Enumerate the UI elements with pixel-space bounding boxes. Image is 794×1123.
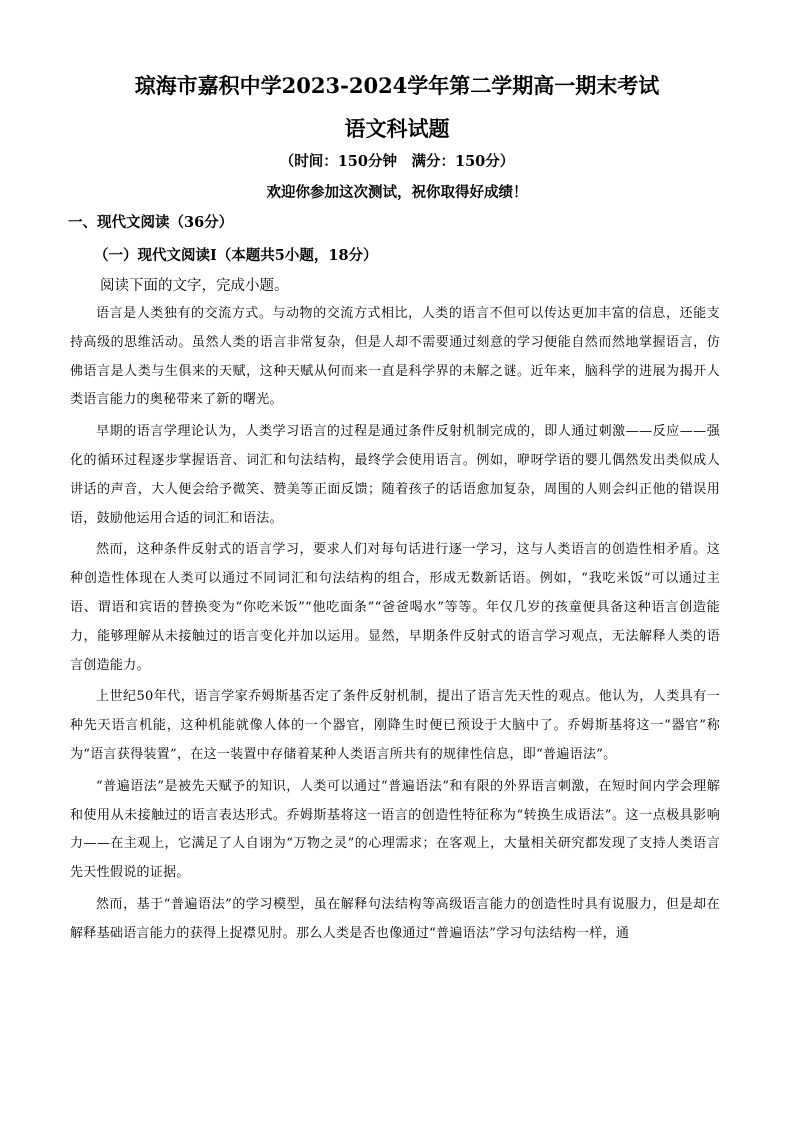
sub-section-heading: （一）现代文阅读Ⅰ（本题共5小题，18分） [94, 247, 378, 264]
exam-title: 琼海市嘉积中学2023-2024学年第二学期高一期末考试 [134, 73, 660, 98]
passage-paragraph-6: 然而，基于“普遍语法”的学习模型，虽在解释句法结构等高级语言能力的创造性时具有说服力，但是却在解释基础语言能力的获得上捉襟见肘。那么人类是否也像通过“普遍语法”学习句法结构一样，通 [70, 896, 720, 941]
subject-title: 语文科试题 [344, 116, 450, 141]
reading-passage [70, 300, 720, 949]
time-info: （时间：150分钟 满分：150分） [279, 153, 515, 170]
passage-paragraph-2: 早期的语言学理论认为，人类学习语言的过程是通过条件反射机制完成的，即人通过刺激——反应——强化的循环过程逐步掌握语音、词汇和句法结构，最终学会使用语言。例如，咿呀学语的婴儿偶然发出类似成人讲话的声音，大人便会给予微笑、赞美等正面反馈；随着孩子的话语愈加复杂，周围的人则会纠正他的错误用语，鼓励他运用合适的词汇和语法。 [70, 424, 720, 526]
passage-paragraph-5: “普遍语法”是被先天赋予的知识，人类可以通过“普遍语法”和有限的外界语言刺激，在短时间内学会理解和使用从未接触过的语言表达形式。乔姆斯基将这一语言的创造性特征称为“转换生成语法”。这一点极具影响力——在主观上，它满足了人自诩为“万物之灵”的心理需求；在客观上，大量相关研究都发现了支持人类语言先天性假说的证据。 [70, 778, 720, 881]
passage-paragraph-4: 上世纪50年代，语言学家乔姆斯基否定了条件反射机制，提出了语言先天性的观点。他认为，人类具有一种先天语言机能，这种机能就像人体的一个器官，刚降生时便已预设于大脑中了。乔姆斯基将这一“器官”称为“语言获得装置”，在这一装置中存储着某种人类语言所共有的规律性信息，即“普遍语法”。 [70, 689, 720, 762]
reading-instruction: 阅读下面的文字，完成小题。 [100, 278, 289, 294]
passage-paragraph-1: 语言是人类独有的交流方式。与动物的交流方式相比，人类的语言不但可以传达更加丰富的信息，还能支持高级的思维活动。虽然人类的语言非常复杂，但是人却不需要通过刻意的学习便能自然而然地掌握语言，仿佛语言是人类与生俱来的天赋，这种天赋从何而来一直是科学界的未解之谜。近年来，脑科学的进展为揭开人类语言能力的奥秘带来了新的曙光。 [70, 306, 720, 408]
greeting: 欢迎你参加这次测试，祝你取得好成绩！ [266, 184, 528, 201]
passage-paragraph-3: 然而，这种条件反射式的语言学习，要求人们对每句话进行逐一学习，这与人类语言的创造性相矛盾。这种创造性体现在人类可以通过不同词汇和句法结构的组合，形成无数新话语。例如，“我吃米饭”可以通过主语、谓语和宾语的替换变为“你吃米饭”“他吃面条”“爸爸喝水”等等。年仅几岁的孩童便具备这种语言创造能力，能够理解从未接触过的语言变化并加以运用。显然，早期条件反射式的语言学习观点，无法解释人类的语言创造能力。 [70, 542, 720, 673]
section-heading: 一、现代文阅读（36分） [68, 214, 234, 231]
